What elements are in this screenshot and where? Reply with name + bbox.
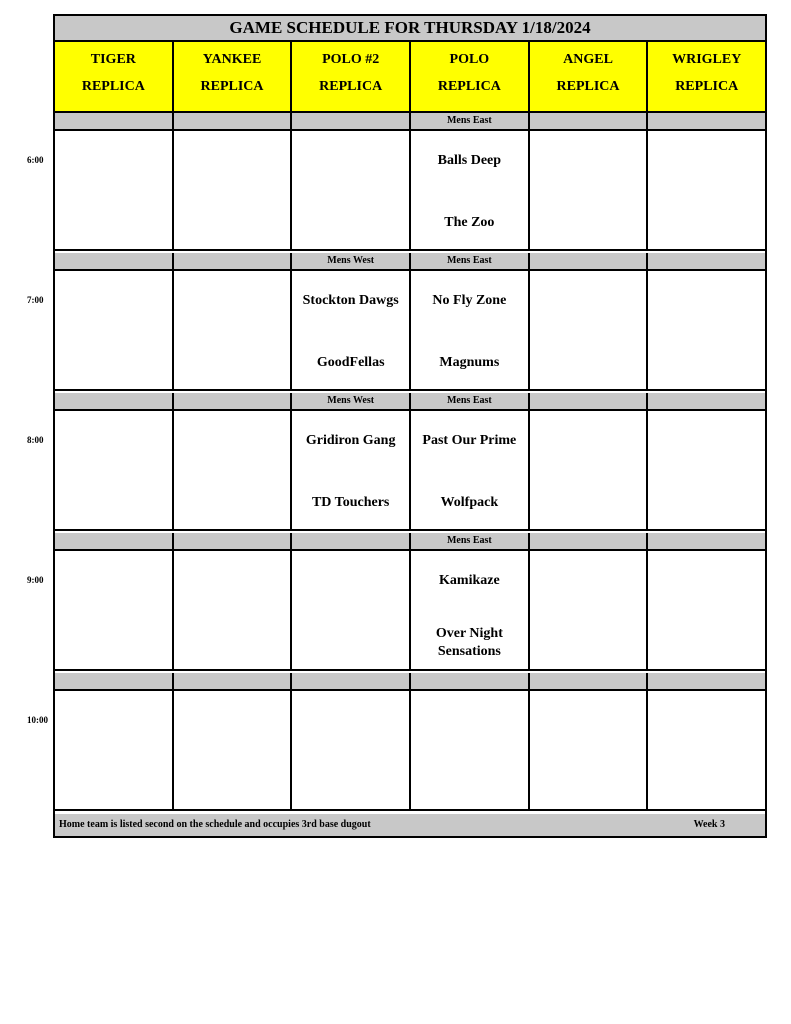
game-cell: [174, 691, 293, 809]
game-cell: [55, 411, 174, 529]
home-team: GoodFellas: [316, 355, 385, 370]
division-label: [174, 533, 293, 549]
away-team: Stockton Dawgs: [302, 293, 399, 308]
away-team: Kamikaze: [439, 573, 500, 588]
division-label: [530, 253, 649, 269]
division-label: [530, 673, 649, 689]
field-header-polo-2: [292, 42, 411, 111]
field-sub: REPLICA: [437, 79, 501, 94]
game-cell: [174, 411, 293, 529]
division-row: [55, 673, 765, 691]
field-name: POLO: [449, 52, 490, 67]
schedule-title: GAME SCHEDULE FOR THURSDAY 1/18/2024: [55, 16, 765, 42]
game-cell: [174, 131, 293, 249]
game-row: [55, 691, 765, 811]
game-cell: [292, 271, 411, 389]
field-sub: REPLICA: [319, 79, 383, 94]
game-cell: [174, 551, 293, 669]
division-label: [292, 673, 411, 689]
division-label: [648, 533, 765, 549]
division-label: [55, 393, 174, 409]
division-label: [174, 253, 293, 269]
home-team: The Zoo: [444, 215, 495, 230]
schedule-sheet: [53, 14, 767, 838]
week-label: Week 3: [693, 819, 725, 830]
field-sub: REPLICA: [556, 79, 620, 94]
game-cell: [530, 551, 649, 669]
division-label: [292, 113, 411, 129]
time-label: 9:00: [27, 575, 44, 585]
field-header-yankee: [174, 42, 293, 111]
game-cell: [648, 271, 765, 389]
division-label: Mens East: [411, 393, 530, 409]
game-cell: [411, 271, 530, 389]
field-name: YANKEE: [202, 52, 262, 67]
game-cell: [530, 131, 649, 249]
home-team: Over Night Sensations: [435, 626, 503, 659]
game-row: [55, 551, 765, 671]
division-label: [648, 393, 765, 409]
footer-bar: [55, 814, 765, 836]
game-cell: [648, 551, 765, 669]
away-team: Past Our Prime: [422, 433, 517, 448]
division-row: [55, 533, 765, 551]
game-cell: [530, 691, 649, 809]
field-header-angel: [530, 42, 649, 111]
division-label: [55, 113, 174, 129]
away-team: Gridiron Gang: [305, 433, 396, 448]
game-cell: [174, 271, 293, 389]
field-name: WRIGLEY: [672, 52, 742, 67]
game-cell: [55, 271, 174, 389]
away-team: Balls Deep: [437, 153, 502, 168]
game-cell: [411, 411, 530, 529]
game-cell: [411, 131, 530, 249]
division-label: [530, 393, 649, 409]
game-cell: [648, 411, 765, 529]
game-cell: [55, 551, 174, 669]
home-team: Magnums: [439, 355, 500, 370]
division-label: [411, 673, 530, 689]
home-team: Wolfpack: [440, 495, 499, 510]
division-row: [55, 253, 765, 271]
home-team-note: Home team is listed second on the schedule and occupies 3rd base dugout: [59, 819, 371, 830]
game-cell: [530, 411, 649, 529]
game-row: [55, 411, 765, 531]
field-sub: REPLICA: [200, 79, 264, 94]
field-header-tiger: [55, 42, 174, 111]
division-label: [530, 113, 649, 129]
time-slot: [55, 533, 765, 671]
division-label: [174, 113, 293, 129]
field-name: POLO #2: [322, 52, 380, 67]
division-label: [292, 533, 411, 549]
field-header-polo: [411, 42, 530, 111]
time-label: 7:00: [27, 295, 44, 305]
time-slot: [55, 393, 765, 531]
game-cell: [648, 131, 765, 249]
field-name: ANGEL: [563, 52, 613, 67]
division-label: Mens East: [411, 253, 530, 269]
field-sub: REPLICA: [675, 79, 739, 94]
game-cell: [55, 131, 174, 249]
game-cell: [292, 411, 411, 529]
game-cell: [530, 271, 649, 389]
game-cell: [411, 551, 530, 669]
game-cell: [292, 691, 411, 809]
time-label: 6:00: [27, 155, 44, 165]
game-cell: [292, 551, 411, 669]
game-cell: [648, 691, 765, 809]
division-label: [174, 393, 293, 409]
time-slot: [55, 253, 765, 391]
home-team: TD Touchers: [311, 495, 390, 510]
division-label: [55, 673, 174, 689]
game-cell: [55, 691, 174, 809]
division-label: [648, 113, 765, 129]
division-label: [55, 533, 174, 549]
field-header-row: [55, 42, 765, 113]
time-label: 10:00: [27, 715, 48, 725]
game-row: [55, 271, 765, 391]
field-name: TIGER: [90, 52, 136, 67]
game-row: [55, 131, 765, 251]
time-slot: [55, 673, 765, 811]
game-cell: [292, 131, 411, 249]
division-label: [55, 253, 174, 269]
division-label: [530, 533, 649, 549]
game-cell: [411, 691, 530, 809]
division-label: [648, 253, 765, 269]
division-label: [174, 673, 293, 689]
division-label: [648, 673, 765, 689]
division-label: Mens East: [411, 113, 530, 129]
division-label: Mens West: [292, 253, 411, 269]
time-slot: [55, 113, 765, 251]
division-label: Mens East: [411, 533, 530, 549]
field-sub: REPLICA: [81, 79, 145, 94]
division-row: [55, 393, 765, 411]
away-team: No Fly Zone: [432, 293, 507, 308]
field-header-wrigley: [648, 42, 765, 111]
division-row: [55, 113, 765, 131]
division-label: Mens West: [292, 393, 411, 409]
time-label: 8:00: [27, 435, 44, 445]
